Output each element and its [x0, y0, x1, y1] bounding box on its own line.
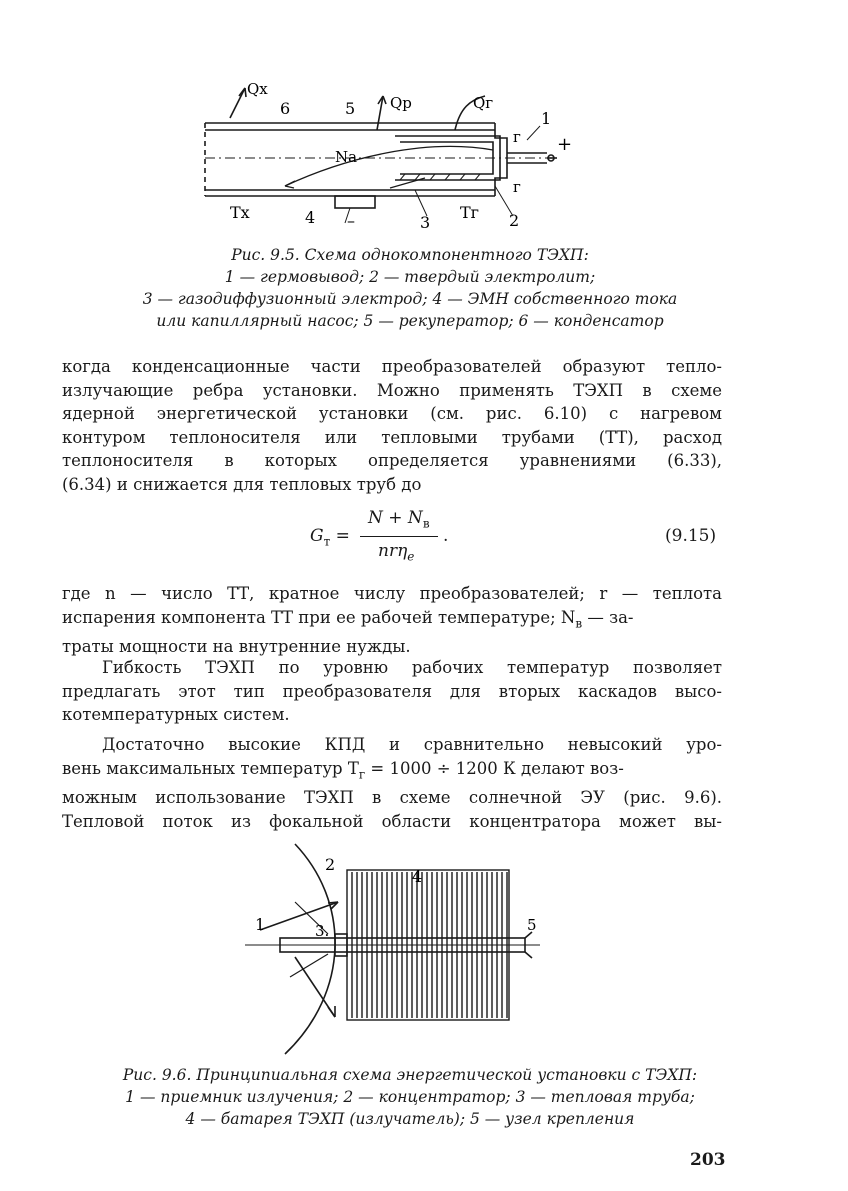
page-number: 203	[690, 1150, 726, 1170]
text-line: излучающие ребра установки. Можно применять ТЭХП в схеме	[62, 380, 722, 400]
text-line: (6.34) и снижается для тепловых труб до	[62, 474, 422, 494]
figure-9-5-caption	[60, 244, 760, 332]
equation-9-15	[310, 508, 470, 568]
label-1: 1	[255, 915, 266, 934]
text-line: Тепловой поток из фокальной области концентратора может вы-	[62, 811, 722, 831]
text-line: контуром теплоносителя или тепловыми трубами (ТТ), расход	[62, 427, 722, 447]
subscript: г	[358, 766, 366, 781]
text-line: траты мощности на внутренние нужды.	[62, 637, 411, 657]
label-2: 2	[509, 211, 520, 230]
label-4: 4	[412, 867, 423, 886]
paragraph-4	[62, 733, 722, 833]
text-line: теплоносителя в которых определяется уравнениями (6.33),	[62, 451, 722, 470]
paragraph-2	[62, 582, 722, 659]
label-tx: Tx	[230, 203, 250, 222]
text-line: Достаточно высокие КПД и сравнительно невысокий уро-	[102, 735, 722, 754]
caption-line: или капиллярный насос; 5 — рекуператор; 6 — конденсатор	[156, 312, 664, 330]
text-line: ядерной энергетической установки (см. рис. 6.10) с нагревом	[62, 404, 722, 423]
caption-line: 3 — газодиффузионный электрод; 4 — ЭМН собственного тока	[142, 290, 678, 308]
equation-lhs: $G_т$ =	[310, 526, 350, 549]
equation-denominator: nrη$_e$	[378, 541, 415, 564]
label-na: Na	[335, 148, 358, 166]
equation-numerator: $N + N_в$	[368, 508, 430, 531]
equation-number: (9.15)	[665, 526, 717, 546]
label-6: 6	[280, 99, 291, 118]
label-3: 3.	[315, 922, 330, 940]
figure-9-6-diagram	[240, 842, 550, 1057]
label-minus: –	[347, 211, 355, 230]
label-5: 5	[345, 99, 356, 118]
figure-9-6-caption	[60, 1064, 760, 1130]
text-line: испарения компонента ТТ при ее рабочей температуре; $N_в$ — за-	[62, 607, 634, 630]
label-5: 5	[527, 916, 537, 934]
label-qp: Qp	[390, 94, 412, 112]
caption-line: 1 — приемник излучения; 2 — концентратор; 3 — тепловая труба;	[125, 1088, 695, 1106]
text-line: котемпературных систем.	[62, 705, 290, 724]
label-qg: Qг	[473, 94, 494, 112]
caption-line: 1 — гермовывод; 2 — твердый электролит;	[224, 268, 596, 286]
label-4: 4	[305, 208, 316, 227]
equation-period: .	[443, 526, 449, 546]
text-line: Гибкость ТЭХП по уровню рабочих температур позволяет	[102, 658, 722, 677]
text-line: предлагать этот тип преобразователя для вторых каскадов высо-	[62, 681, 722, 701]
text-line: вень максимальных температур $T_г = 1000 \div 1200$ К делают воз-	[62, 758, 624, 781]
label-qx: Qx	[247, 80, 268, 98]
label-g-top: г	[513, 128, 521, 146]
paragraph-1	[62, 355, 722, 496]
subscript: в	[575, 615, 583, 630]
text-line: когда конденсационные части преобразователей образуют тепло-	[62, 357, 722, 376]
label-1: 1	[541, 109, 552, 128]
text-line: где n — число ТТ, кратное числу преобразователей; r — теплота	[62, 584, 722, 603]
caption-line: Рис. 9.6. Принципиальная схема энергетической установки с ТЭХП:	[122, 1066, 698, 1084]
label-g-bottom: г	[513, 178, 521, 196]
fraction-bar	[360, 536, 438, 537]
label-2: 2	[325, 855, 336, 874]
label-tg: Tг	[460, 203, 480, 222]
label-plus: +	[557, 134, 573, 155]
text-line: можным использование ТЭХП в схеме солнечной ЭУ (рис. 9.6).	[62, 788, 722, 808]
label-3: 3	[420, 213, 431, 232]
caption-line: Рис. 9.5. Схема однокомпонентного ТЭХП:	[231, 246, 589, 264]
caption-line: 4 — батарея ТЭХП (излучатель); 5 — узел крепления	[185, 1110, 635, 1128]
figure-9-5-diagram	[195, 78, 575, 238]
paragraph-3	[62, 656, 722, 727]
